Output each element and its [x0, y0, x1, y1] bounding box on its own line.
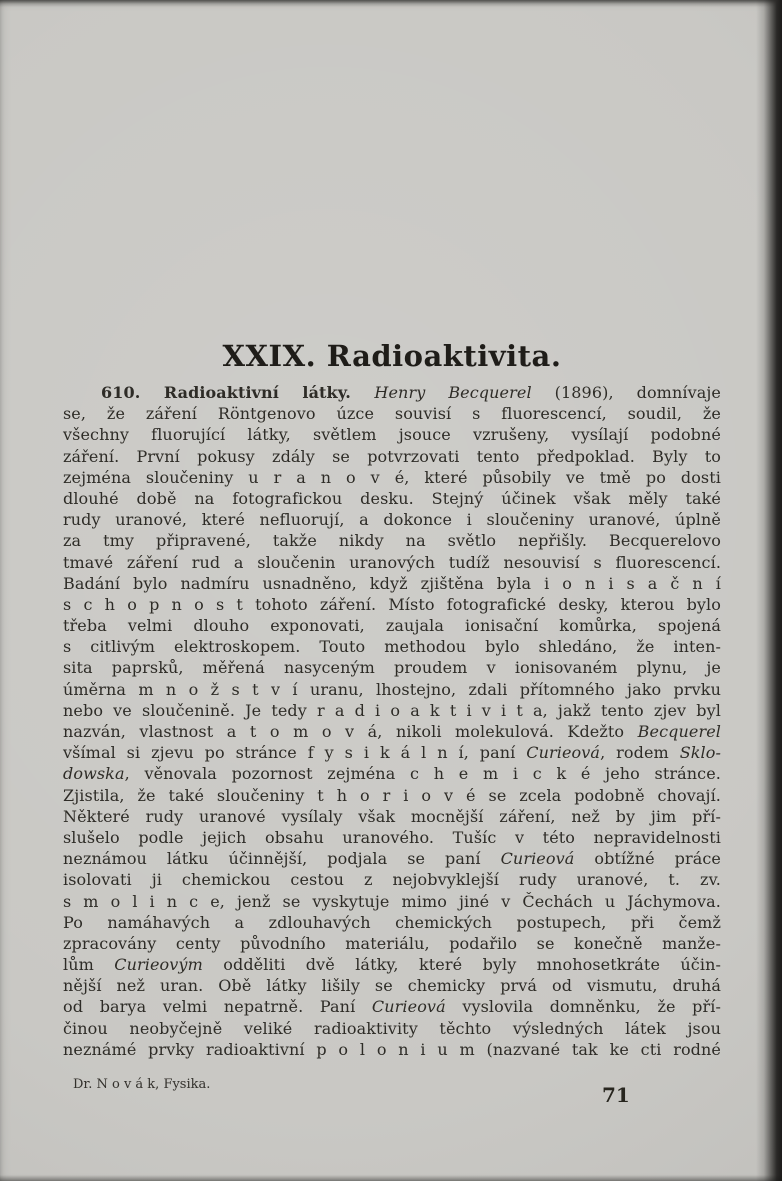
text-line: [63, 700, 721, 721]
text-segment: rudy uranové, které nefluorují, a dokonce i sloučeniny uranové, úplně: [63, 510, 721, 530]
text-segment: s m o l i n c e, jenž se vyskytuje mimo jiné v Čechách u Jáchymova.: [63, 891, 721, 911]
text-segment: zejména sloučeniny u r a n o v é, které působily ve tmě po dosti: [63, 467, 721, 487]
text-segment: činou neobyčejně veliké radioaktivity těchto výsledných látek jsou: [63, 1018, 721, 1038]
text-line: [63, 806, 721, 827]
text-line: [63, 530, 721, 551]
text-segment: třeba velmi dlouho exponovati, zaujala ionisační komůrka, spojená: [63, 616, 721, 636]
text-line: [63, 848, 721, 869]
text-segment: , rodem: [600, 743, 680, 763]
text-segment: záření. První pokusy zdály se potvrzovati tento předpoklad. Byly to: [63, 446, 721, 466]
text-segment: Sklo-: [679, 743, 721, 763]
footer-imprint: Dr. N o v á k, Fysika.: [73, 1077, 211, 1092]
text-segment: s citlivým elektroskopem. Touto methodou bylo shledáno, že inten-: [63, 637, 721, 657]
text-segment: všechny fluorující látky, světlem jsouce vzrušeny, vysílají podobné: [63, 425, 721, 445]
text-line: [63, 742, 721, 763]
section-heading-line: [63, 382, 721, 403]
text-segment: všímal si zjevu po stránce f y s i k á l n í, paní: [63, 743, 527, 763]
text-segment: dowska: [63, 764, 125, 784]
text-line: [63, 446, 721, 467]
text-segment: odděliti dvě látky, které byly mnohosetkráte účin-: [202, 955, 721, 975]
text-segment: nější než uran. Obě látky lišily se chemicky prvá od vismutu, druhá: [63, 976, 721, 996]
text-line: [63, 827, 721, 848]
text-line: [63, 594, 721, 615]
text-segment: Becquerel: [637, 722, 721, 741]
text-segment: sita paprsků, měřená nasyceným proudem v ionisovaném plynu, je: [63, 658, 721, 678]
text-line: [63, 1039, 721, 1060]
text-segment: úměrna m n o ž s t v í uranu, lhostejno, zdali přítomného jako prvku: [63, 679, 721, 699]
text-line: [63, 869, 721, 890]
page-top-shadow: [0, 0, 782, 7]
text-segment: Henry Becquerel: [374, 383, 532, 402]
text-segment: obtížné práce: [574, 849, 721, 869]
text-line: [63, 573, 721, 594]
body-text-paragraph: [63, 382, 721, 1060]
page-bottom-shadow: [0, 1175, 782, 1181]
text-line: [63, 509, 721, 530]
text-segment: Po namáhavých a zdlouhavých chemických postupech, při čemž: [63, 912, 721, 932]
text-line: [63, 975, 721, 996]
text-segment: Curieová: [371, 997, 446, 1017]
page-number: 71: [602, 1083, 630, 1107]
text-line: [63, 763, 721, 784]
text-line: [63, 488, 721, 509]
text-segment: nebo ve sloučenině. Je tedy r a d i o a k t i v i t a, jakž tento zjev byl: [63, 700, 721, 720]
text-segment: tmavé záření rud a sloučenin uranových tudíž nesouvisí s fluorescencí.: [63, 552, 721, 572]
text-segment: neznámé prvky radioaktivní p o l o n i u m (nazvané tak ke cti rodné: [63, 1039, 721, 1059]
text-segment: vyslovila domněnku, že pří-: [445, 997, 721, 1017]
text-segment: (1896), domnívaje: [531, 383, 721, 402]
text-line: [63, 1018, 721, 1039]
text-segment: dlouhé době na fotografickou desku. Stejný účinek však měly také: [63, 488, 721, 508]
text-segment: isolovati ji chemickou cestou z nejobvyklejší rudy uranové, t. zv.: [63, 870, 721, 890]
text-segment: s c h o p n o s t tohoto záření. Místo fotografické desky, kterou bylo: [63, 594, 721, 614]
text-segment: Některé rudy uranové vysílaly však mocnější záření, než by jim pří-: [63, 806, 721, 826]
chapter-title: XXIX. Radioaktivita.: [222, 339, 562, 374]
text-line: [63, 891, 721, 912]
text-segment: , věnovala pozornost zejména c h e m i c k é jeho stránce.: [124, 764, 721, 784]
text-segment: 610. Radioaktivní látky.: [101, 383, 375, 402]
text-line: [63, 615, 721, 636]
text-line: [63, 996, 721, 1017]
text-line: [63, 552, 721, 573]
text-segment: za tmy připravené, takže nikdy na světlo nepřišly. Becquerelovo: [63, 531, 721, 551]
text-line: [63, 424, 721, 445]
text-segment: Curieová: [500, 849, 575, 869]
text-segment: slušelo podle jejich obsahu uranového. Tušíc v této nepravidelnosti: [63, 827, 721, 847]
text-segment: zpracovány centy původního materiálu, podařilo se konečně manže-: [63, 933, 721, 953]
text-segment: Zjistila, že také sloučeniny t h o r i o v é se zcela podobně chovají.: [63, 785, 721, 805]
text-line: [63, 785, 721, 806]
text-segment: nazván, vlastnost a t o m o v á, nikoli molekulová. Kdežto: [63, 722, 638, 741]
book-edge-shadow: [756, 0, 782, 1181]
text-segment: od barya velmi nepatrně. Paní: [63, 997, 372, 1017]
text-line: [63, 912, 721, 933]
text-segment: Curieová: [526, 743, 601, 763]
text-line: [63, 721, 721, 742]
text-line: [63, 467, 721, 488]
text-line: [63, 954, 721, 975]
text-segment: lům: [63, 955, 115, 975]
text-segment: neznámou látku účinnější, podjala se paní: [63, 849, 501, 869]
text-line: [63, 933, 721, 954]
text-segment: Badání bylo nadmíru usnadněno, když zjištěna byla i o n i s a č n í: [63, 573, 721, 593]
text-line: [63, 657, 721, 678]
text-line: [63, 636, 721, 657]
text-segment: Curieovým: [114, 955, 203, 975]
text-segment: se, že záření Röntgenovo úzce souvisí s fluorescencí, soudil, že: [63, 404, 721, 424]
text-line: [63, 403, 721, 424]
text-line: [63, 679, 721, 700]
